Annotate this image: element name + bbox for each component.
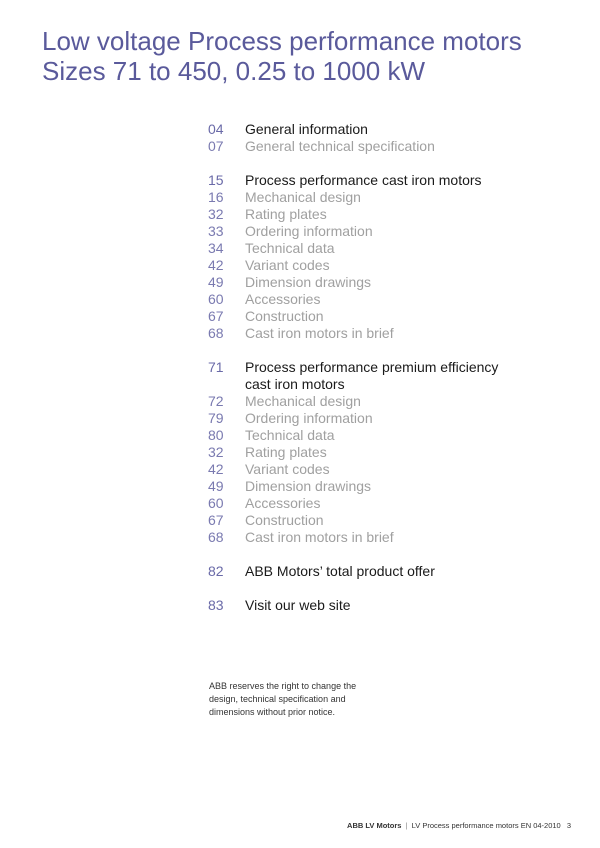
page-footer: [347, 821, 571, 830]
toc-entry[interactable]: [208, 172, 568, 189]
title-line-2: Sizes 71 to 450, 0.25 to 1000 kW: [42, 56, 426, 86]
toc-label: Cast iron motors in brief: [245, 529, 394, 545]
toc-entry[interactable]: [208, 325, 568, 342]
toc-label: Variant codes: [245, 257, 330, 273]
toc-page-number: 33: [208, 223, 224, 239]
toc-entry[interactable]: [208, 410, 568, 427]
toc-label: Ordering information: [245, 223, 373, 239]
toc-entry[interactable]: [208, 189, 568, 206]
section-gap: [208, 546, 568, 563]
section-gap: [208, 342, 568, 359]
toc-page-number: 16: [208, 189, 224, 205]
section-gap: [208, 155, 568, 172]
toc-entry[interactable]: [208, 308, 568, 325]
notice-line: ABB reserves the right to change the: [209, 681, 357, 691]
toc-entry[interactable]: [208, 563, 568, 580]
toc-page-number: 79: [208, 410, 224, 426]
toc-label: Mechanical design: [245, 393, 361, 409]
toc-entry[interactable]: [208, 223, 568, 240]
toc-entry[interactable]: [208, 427, 568, 444]
toc-label: Dimension drawings: [245, 478, 372, 494]
toc-entry[interactable]: [208, 495, 568, 512]
toc-page-number-spacer: [208, 376, 245, 393]
toc-page-number: 15: [208, 172, 224, 188]
toc-entry[interactable]: [208, 138, 568, 155]
notice-line: design, technical specification and: [209, 694, 346, 704]
toc-page-number: 49: [208, 478, 224, 494]
disclaimer-notice: [209, 680, 409, 719]
toc-label: Technical data: [245, 240, 335, 256]
toc-entry[interactable]: [208, 257, 568, 274]
toc-label: Construction: [245, 512, 324, 528]
toc-label: General technical specification: [245, 138, 435, 154]
toc-label: Cast iron motors in brief: [245, 325, 394, 341]
toc-page-number: 67: [208, 308, 224, 324]
toc-label: Accessories: [245, 291, 321, 307]
toc-entry[interactable]: [208, 461, 568, 478]
toc-page-number: 32: [208, 206, 224, 222]
toc-entry[interactable]: [208, 478, 568, 495]
toc-label: Process performance cast iron motors: [245, 172, 482, 188]
toc-label: Variant codes: [245, 461, 330, 477]
toc-page-number: 60: [208, 291, 224, 307]
footer-separator: |: [405, 821, 408, 830]
toc-label: cast iron motors: [245, 376, 345, 392]
title-line-1: Low voltage Process performance motors: [42, 26, 522, 56]
toc-page-number: 42: [208, 461, 224, 477]
toc-page-number: 80: [208, 427, 224, 443]
toc-page-number: 67: [208, 512, 224, 528]
toc-entry[interactable]: [208, 359, 568, 376]
toc-entry-continuation[interactable]: [208, 376, 568, 393]
toc-label: Construction: [245, 308, 324, 324]
toc-page-number: 42: [208, 257, 224, 273]
toc-label: General information: [245, 121, 368, 137]
toc-label: Dimension drawings: [245, 274, 372, 290]
footer-brand: ABB LV Motors: [347, 821, 402, 830]
toc-page-number: 49: [208, 274, 224, 290]
toc-label: Visit our web site: [245, 597, 351, 613]
toc-entry[interactable]: [208, 393, 568, 410]
toc-page-number: 68: [208, 529, 224, 545]
toc-entry[interactable]: [208, 274, 568, 291]
toc-entry[interactable]: [208, 121, 568, 138]
toc-page-number: 34: [208, 240, 224, 256]
toc-entry[interactable]: [208, 512, 568, 529]
toc-page-number: 60: [208, 495, 224, 511]
toc-label: Technical data: [245, 427, 335, 443]
toc-label: ABB Motors’ total product offer: [245, 563, 435, 579]
toc-entry[interactable]: [208, 597, 568, 614]
toc-entry[interactable]: [208, 206, 568, 223]
toc-entry[interactable]: [208, 444, 568, 461]
toc-label: Ordering information: [245, 410, 373, 426]
toc-label: Mechanical design: [245, 189, 361, 205]
toc-entry[interactable]: [208, 240, 568, 257]
toc-page-number: 07: [208, 138, 224, 154]
toc-entry[interactable]: [208, 529, 568, 546]
toc-page-number: 83: [208, 597, 224, 613]
toc-page-number: 82: [208, 563, 224, 579]
footer-page-number: 3: [566, 821, 571, 830]
toc-page-number: 32: [208, 444, 224, 460]
toc-label: Accessories: [245, 495, 321, 511]
notice-line: dimensions without prior notice.: [209, 707, 336, 717]
toc-label: Rating plates: [245, 444, 327, 460]
document-title: [42, 26, 522, 86]
toc-page-number: 04: [208, 121, 224, 137]
toc-label: Rating plates: [245, 206, 327, 222]
toc-page-number: 71: [208, 359, 224, 375]
footer-document-name: LV Process performance motors EN 04-2010: [411, 821, 561, 830]
toc-label: Process performance premium efficiency: [245, 359, 499, 375]
table-of-contents: [208, 121, 568, 614]
section-gap: [208, 580, 568, 597]
toc-page-number: 68: [208, 325, 224, 341]
toc-page-number: 72: [208, 393, 224, 409]
toc-entry[interactable]: [208, 291, 568, 308]
